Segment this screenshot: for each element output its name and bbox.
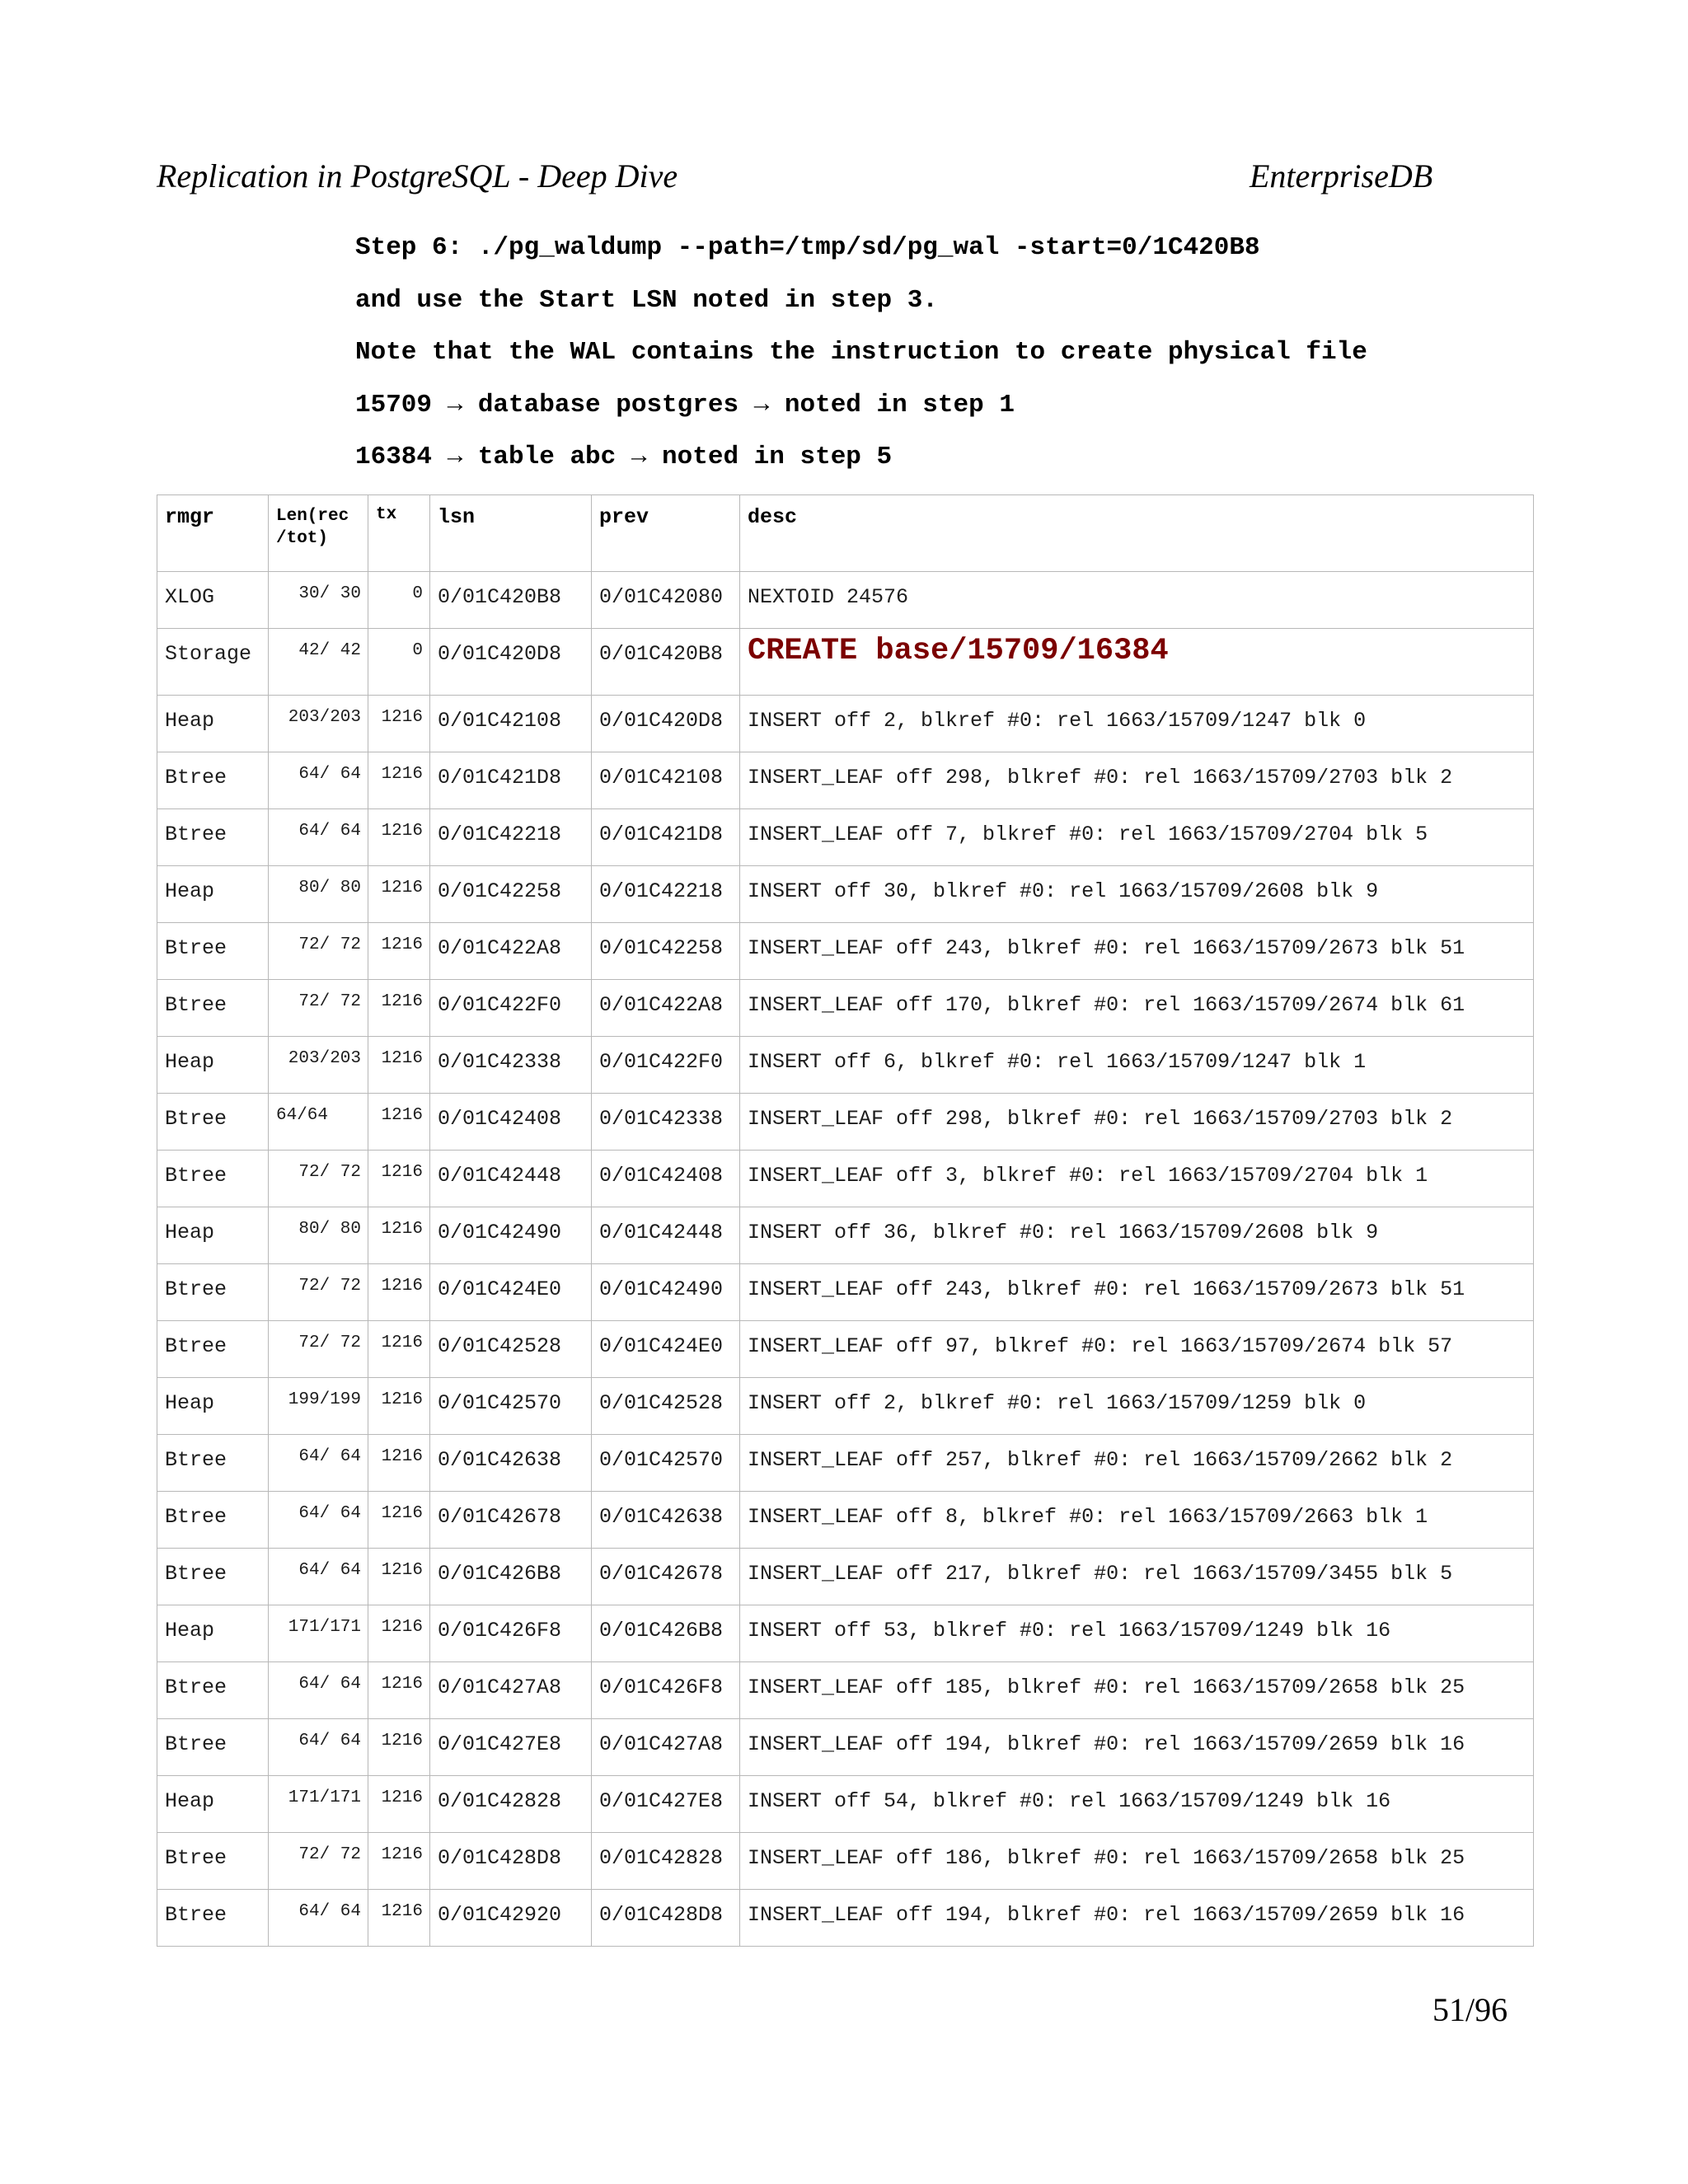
cell-rmgr: Heap: [157, 1605, 269, 1662]
cell-rmgr: Heap: [157, 1378, 269, 1435]
column-header-prev: prev: [592, 495, 740, 572]
cell-lsn: 0/01C420D8: [430, 629, 592, 696]
table-row: [157, 629, 1534, 696]
cell-tx: 1216: [368, 1605, 430, 1662]
cell-desc: INSERT_LEAF off 170, blkref #0: rel 1663/15709/2674 blk 61: [740, 980, 1534, 1037]
cell-rmgr: Btree: [157, 1264, 269, 1321]
table-row: [157, 1890, 1534, 1947]
cell-desc: INSERT_LEAF off 243, blkref #0: rel 1663/15709/2673 blk 51: [740, 923, 1534, 980]
cell-rmgr: XLOG: [157, 572, 269, 629]
cell-prev: 0/01C42638: [592, 1492, 740, 1549]
cell-len: 72/ 72: [269, 1833, 368, 1890]
cell-tx: 1216: [368, 923, 430, 980]
cell-desc: INSERT_LEAF off 185, blkref #0: rel 1663/15709/2658 blk 25: [740, 1662, 1534, 1719]
column-header-tx: tx: [368, 495, 430, 572]
cell-prev: 0/01C42490: [592, 1264, 740, 1321]
column-header-lsn: lsn: [430, 495, 592, 572]
cell-lsn: 0/01C42218: [430, 809, 592, 866]
cell-lsn: 0/01C424E0: [430, 1264, 592, 1321]
cell-desc: INSERT off 6, blkref #0: rel 1663/15709/1247 blk 1: [740, 1037, 1534, 1094]
table-row: [157, 1037, 1534, 1094]
cell-desc: INSERT_LEAF off 243, blkref #0: rel 1663/15709/2673 blk 51: [740, 1264, 1534, 1321]
cell-desc: INSERT off 2, blkref #0: rel 1663/15709/1247 blk 0: [740, 696, 1534, 752]
instruction-line: and use the Start LSN noted in step 3.: [355, 285, 938, 315]
cell-desc: INSERT_LEAF off 3, blkref #0: rel 1663/15709/2704 blk 1: [740, 1151, 1534, 1207]
cell-prev: 0/01C42678: [592, 1549, 740, 1605]
cell-len: 199/199: [269, 1378, 368, 1435]
cell-desc: INSERT_LEAF off 217, blkref #0: rel 1663/15709/3455 blk 5: [740, 1549, 1534, 1605]
cell-tx: 1216: [368, 809, 430, 866]
cell-desc: CREATE base/15709/16384: [740, 629, 1534, 696]
waldump-table: [157, 494, 1534, 1947]
cell-prev: 0/01C422A8: [592, 980, 740, 1037]
cell-prev: 0/01C42338: [592, 1094, 740, 1151]
cell-tx: 0: [368, 572, 430, 629]
cell-len: 203/203: [269, 1037, 368, 1094]
cell-rmgr: Heap: [157, 1207, 269, 1264]
cell-tx: 1216: [368, 696, 430, 752]
cell-lsn: 0/01C42408: [430, 1094, 592, 1151]
column-header-rmgr: rmgr: [157, 495, 269, 572]
instruction-line: Note that the WAL contains the instruction to create physical file: [355, 338, 1367, 367]
cell-prev: 0/01C420B8: [592, 629, 740, 696]
cell-rmgr: Btree: [157, 1662, 269, 1719]
cell-len: 80/ 80: [269, 866, 368, 923]
cell-len: 72/ 72: [269, 1264, 368, 1321]
cell-rmgr: Btree: [157, 923, 269, 980]
cell-prev: 0/01C420D8: [592, 696, 740, 752]
cell-rmgr: Btree: [157, 809, 269, 866]
cell-prev: 0/01C42528: [592, 1378, 740, 1435]
cell-rmgr: Btree: [157, 1890, 269, 1947]
cell-lsn: 0/01C422A8: [430, 923, 592, 980]
column-header-len: Len(rec /tot): [269, 495, 368, 572]
table-row: [157, 1435, 1534, 1492]
cell-lsn: 0/01C42678: [430, 1492, 592, 1549]
cell-prev: 0/01C427A8: [592, 1719, 740, 1776]
table-row: [157, 1151, 1534, 1207]
cell-len: 72/ 72: [269, 1151, 368, 1207]
cell-prev: 0/01C42080: [592, 572, 740, 629]
cell-desc: INSERT_LEAF off 257, blkref #0: rel 1663/15709/2662 blk 2: [740, 1435, 1534, 1492]
cell-lsn: 0/01C42448: [430, 1151, 592, 1207]
table-header-row: [157, 495, 1534, 572]
cell-lsn: 0/01C421D8: [430, 752, 592, 809]
cell-len: 64/ 64: [269, 1719, 368, 1776]
cell-tx: 1216: [368, 1890, 430, 1947]
cell-prev: 0/01C42258: [592, 923, 740, 980]
cell-len: 42/ 42: [269, 629, 368, 696]
table-row: [157, 1776, 1534, 1833]
cell-desc: INSERT off 53, blkref #0: rel 1663/15709/1249 blk 16: [740, 1605, 1534, 1662]
cell-prev: 0/01C42218: [592, 866, 740, 923]
cell-tx: 1216: [368, 1207, 430, 1264]
instruction-line: Step 6: ./pg_waldump --path=/tmp/sd/pg_wal -start=0/1C420B8: [355, 233, 1260, 262]
cell-prev: 0/01C424E0: [592, 1321, 740, 1378]
cell-lsn: 0/01C42490: [430, 1207, 592, 1264]
table-row: [157, 1719, 1534, 1776]
cell-desc: INSERT_LEAF off 97, blkref #0: rel 1663/15709/2674 blk 57: [740, 1321, 1534, 1378]
table-row: [157, 572, 1534, 629]
table-row: [157, 1833, 1534, 1890]
cell-lsn: 0/01C42258: [430, 866, 592, 923]
table-row: [157, 1605, 1534, 1662]
table-row: [157, 1492, 1534, 1549]
cell-desc: INSERT_LEAF off 298, blkref #0: rel 1663/15709/2703 blk 2: [740, 752, 1534, 809]
cell-tx: 1216: [368, 1549, 430, 1605]
cell-rmgr: Btree: [157, 1151, 269, 1207]
cell-rmgr: Btree: [157, 980, 269, 1037]
table-row: [157, 696, 1534, 752]
cell-lsn: 0/01C42108: [430, 696, 592, 752]
cell-rmgr: Btree: [157, 1492, 269, 1549]
page-number: 51/96: [1432, 1991, 1508, 2028]
table-body: [157, 572, 1534, 1947]
table-row: [157, 1662, 1534, 1719]
cell-desc: INSERT_LEAF off 8, blkref #0: rel 1663/15709/2663 blk 1: [740, 1492, 1534, 1549]
table-row: [157, 980, 1534, 1037]
cell-tx: 1216: [368, 1378, 430, 1435]
table-row: [157, 866, 1534, 923]
company-name: EnterpriseDB: [1250, 157, 1433, 194]
cell-len: 72/ 72: [269, 1321, 368, 1378]
cell-len: 72/ 72: [269, 923, 368, 980]
cell-len: 64/64: [269, 1094, 368, 1151]
cell-lsn: 0/01C42528: [430, 1321, 592, 1378]
column-header-desc: desc: [740, 495, 1534, 572]
cell-rmgr: Btree: [157, 752, 269, 809]
cell-tx: 1216: [368, 1492, 430, 1549]
cell-desc: INSERT_LEAF off 194, blkref #0: rel 1663/15709/2659 blk 16: [740, 1890, 1534, 1947]
cell-rmgr: Heap: [157, 696, 269, 752]
step-instructions: [355, 227, 1367, 490]
table-row: [157, 923, 1534, 980]
cell-len: 64/ 64: [269, 1890, 368, 1947]
document-title: Replication in PostgreSQL - Deep Dive: [157, 157, 678, 194]
cell-desc: INSERT off 54, blkref #0: rel 1663/15709/1249 blk 16: [740, 1776, 1534, 1833]
cell-tx: 1216: [368, 752, 430, 809]
cell-len: 64/ 64: [269, 1435, 368, 1492]
cell-prev: 0/01C42570: [592, 1435, 740, 1492]
table-row: [157, 809, 1534, 866]
cell-desc: INSERT_LEAF off 7, blkref #0: rel 1663/15709/2704 blk 5: [740, 809, 1534, 866]
cell-len: 171/171: [269, 1605, 368, 1662]
cell-rmgr: Btree: [157, 1549, 269, 1605]
cell-len: 64/ 64: [269, 809, 368, 866]
cell-lsn: 0/01C42828: [430, 1776, 592, 1833]
cell-prev: 0/01C427E8: [592, 1776, 740, 1833]
cell-len: 64/ 64: [269, 1549, 368, 1605]
cell-lsn: 0/01C42338: [430, 1037, 592, 1094]
cell-len: 64/ 64: [269, 1492, 368, 1549]
instruction-line: 15709 → database postgres → noted in step 1: [355, 390, 1015, 419]
cell-tx: 0: [368, 629, 430, 696]
table-row: [157, 752, 1534, 809]
cell-prev: 0/01C426B8: [592, 1605, 740, 1662]
cell-rmgr: Storage: [157, 629, 269, 696]
instruction-line: 16384 → table abc → noted in step 5: [355, 443, 893, 471]
cell-lsn: 0/01C428D8: [430, 1833, 592, 1890]
cell-desc: INSERT_LEAF off 194, blkref #0: rel 1663/15709/2659 blk 16: [740, 1719, 1534, 1776]
cell-rmgr: Btree: [157, 1094, 269, 1151]
cell-len: 72/ 72: [269, 980, 368, 1037]
cell-prev: 0/01C42408: [592, 1151, 740, 1207]
cell-lsn: 0/01C42920: [430, 1890, 592, 1947]
table-row: [157, 1094, 1534, 1151]
table-row: [157, 1378, 1534, 1435]
cell-len: 30/ 30: [269, 572, 368, 629]
cell-lsn: 0/01C42638: [430, 1435, 592, 1492]
cell-rmgr: Heap: [157, 1776, 269, 1833]
cell-desc: INSERT_LEAF off 186, blkref #0: rel 1663/15709/2658 blk 25: [740, 1833, 1534, 1890]
cell-prev: 0/01C42108: [592, 752, 740, 809]
cell-desc: NEXTOID 24576: [740, 572, 1534, 629]
cell-lsn: 0/01C426B8: [430, 1549, 592, 1605]
cell-tx: 1216: [368, 1094, 430, 1151]
cell-prev: 0/01C421D8: [592, 809, 740, 866]
cell-prev: 0/01C428D8: [592, 1890, 740, 1947]
cell-lsn: 0/01C422F0: [430, 980, 592, 1037]
cell-len: 171/171: [269, 1776, 368, 1833]
table-row: [157, 1321, 1534, 1378]
cell-prev: 0/01C426F8: [592, 1662, 740, 1719]
cell-rmgr: Btree: [157, 1435, 269, 1492]
cell-rmgr: Btree: [157, 1833, 269, 1890]
cell-rmgr: Btree: [157, 1321, 269, 1378]
cell-desc: INSERT off 36, blkref #0: rel 1663/15709/2608 blk 9: [740, 1207, 1534, 1264]
cell-lsn: 0/01C426F8: [430, 1605, 592, 1662]
cell-len: 80/ 80: [269, 1207, 368, 1264]
table-row: [157, 1207, 1534, 1264]
cell-tx: 1216: [368, 866, 430, 923]
cell-rmgr: Heap: [157, 866, 269, 923]
table-row: [157, 1264, 1534, 1321]
cell-tx: 1216: [368, 1151, 430, 1207]
cell-desc: INSERT off 30, blkref #0: rel 1663/15709/2608 blk 9: [740, 866, 1534, 923]
cell-len: 64/ 64: [269, 1662, 368, 1719]
cell-tx: 1216: [368, 1662, 430, 1719]
cell-desc: INSERT off 2, blkref #0: rel 1663/15709/1259 blk 0: [740, 1378, 1534, 1435]
cell-lsn: 0/01C420B8: [430, 572, 592, 629]
cell-len: 203/203: [269, 696, 368, 752]
cell-prev: 0/01C42828: [592, 1833, 740, 1890]
cell-prev: 0/01C422F0: [592, 1037, 740, 1094]
cell-tx: 1216: [368, 1037, 430, 1094]
cell-desc: INSERT_LEAF off 298, blkref #0: rel 1663/15709/2703 blk 2: [740, 1094, 1534, 1151]
cell-rmgr: Btree: [157, 1719, 269, 1776]
table-row: [157, 1549, 1534, 1605]
cell-tx: 1216: [368, 980, 430, 1037]
cell-tx: 1216: [368, 1264, 430, 1321]
cell-lsn: 0/01C42570: [430, 1378, 592, 1435]
cell-tx: 1216: [368, 1776, 430, 1833]
cell-tx: 1216: [368, 1321, 430, 1378]
cell-tx: 1216: [368, 1833, 430, 1890]
cell-tx: 1216: [368, 1719, 430, 1776]
cell-lsn: 0/01C427A8: [430, 1662, 592, 1719]
cell-prev: 0/01C42448: [592, 1207, 740, 1264]
cell-rmgr: Heap: [157, 1037, 269, 1094]
cell-len: 64/ 64: [269, 752, 368, 809]
cell-tx: 1216: [368, 1435, 430, 1492]
cell-lsn: 0/01C427E8: [430, 1719, 592, 1776]
